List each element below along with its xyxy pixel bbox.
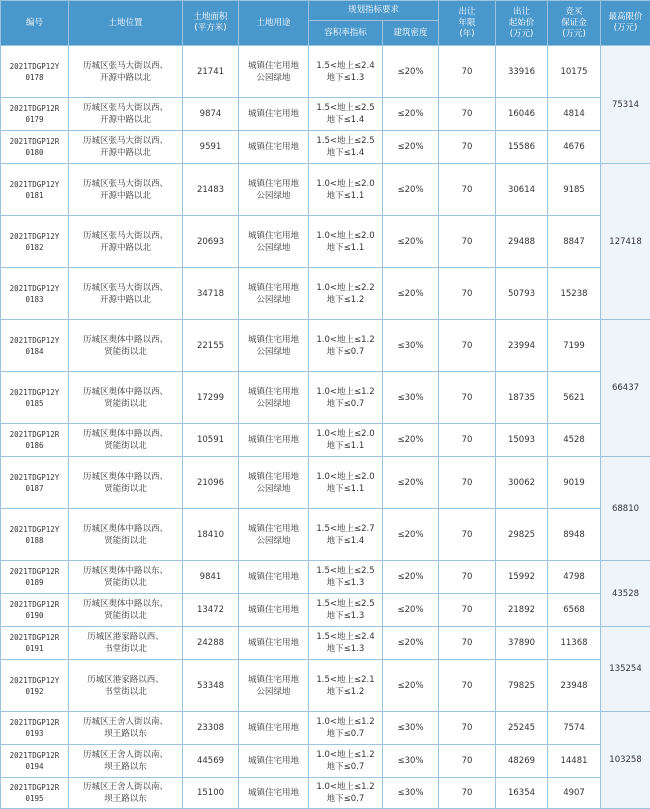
table-row xyxy=(1,320,650,372)
cell-deposit: 23948 xyxy=(548,660,601,712)
cell-location: 历城区王舍人街以南、 坝王路以东 xyxy=(69,778,183,809)
cell-max-price: 66437 xyxy=(601,320,650,457)
cell-deposit: 9185 xyxy=(548,164,601,216)
cell-far: 1.0<地上≤1.2 地下≤0.7 xyxy=(309,745,383,778)
cell-area: 18410 xyxy=(183,509,239,561)
table-row xyxy=(1,372,650,424)
cell-usage: 城镇住宅用地 公园绿地 xyxy=(239,660,309,712)
cell-deposit: 4798 xyxy=(548,561,601,594)
cell-max-price: 135254 xyxy=(601,627,650,712)
cell-location: 历城区奥体中路以西、 贤能街以北 xyxy=(69,457,183,509)
table-row xyxy=(1,216,650,268)
cell-usage: 城镇住宅用地 公园绿地 xyxy=(239,164,309,216)
header-far: 容积率指标 xyxy=(309,21,383,46)
cell-far: 1.0<地上≤2.0 地下≤1.1 xyxy=(309,216,383,268)
cell-location: 历城区港家路以西、 书堂街以北 xyxy=(69,660,183,712)
cell-usage: 城镇住宅用地 xyxy=(239,131,309,164)
cell-far: 1.5<地上≤2.4 地下≤1.3 xyxy=(309,46,383,98)
cell-density: ≤20% xyxy=(383,424,439,457)
cell-price: 79825 xyxy=(496,660,548,712)
header-term: 出让 年限 (年) xyxy=(439,1,496,46)
cell-id: 2021TDGP12Y 0187 xyxy=(1,457,69,509)
cell-term: 70 xyxy=(439,594,496,627)
cell-density: ≤20% xyxy=(383,660,439,712)
cell-max-price: 103258 xyxy=(601,712,650,809)
cell-area: 21096 xyxy=(183,457,239,509)
cell-far: 1.5<地上≤2.5 地下≤1.3 xyxy=(309,594,383,627)
cell-far: 1.5<地上≤2.4 地下≤1.3 xyxy=(309,627,383,660)
cell-far: 1.5<地上≤2.1 地下≤1.2 xyxy=(309,660,383,712)
cell-usage: 城镇住宅用地 xyxy=(239,561,309,594)
cell-usage: 城镇住宅用地 xyxy=(239,745,309,778)
cell-area: 53348 xyxy=(183,660,239,712)
table-row xyxy=(1,745,650,778)
cell-location: 历城区张马大街以西、 开源中路以北 xyxy=(69,268,183,320)
table-row xyxy=(1,457,650,509)
cell-max-price: 75314 xyxy=(601,46,650,164)
cell-price: 37890 xyxy=(496,627,548,660)
table-row xyxy=(1,660,650,712)
cell-price: 16354 xyxy=(496,778,548,809)
cell-term: 70 xyxy=(439,98,496,131)
cell-usage: 城镇住宅用地 xyxy=(239,424,309,457)
cell-id: 2021TDGP12Y 0188 xyxy=(1,509,69,561)
cell-location: 历城区奥体中路以西、 贤能街以北 xyxy=(69,372,183,424)
cell-usage: 城镇住宅用地 xyxy=(239,778,309,809)
cell-term: 70 xyxy=(439,372,496,424)
cell-usage: 城镇住宅用地 xyxy=(239,627,309,660)
cell-deposit: 7574 xyxy=(548,712,601,745)
cell-density: ≤20% xyxy=(383,46,439,98)
cell-term: 70 xyxy=(439,778,496,809)
cell-usage: 城镇住宅用地 xyxy=(239,98,309,131)
cell-location: 历城区奥体中路以西、 贤能街以北 xyxy=(69,424,183,457)
cell-usage: 城镇住宅用地 公园绿地 xyxy=(239,320,309,372)
cell-id: 2021TDGP12R 0180 xyxy=(1,131,69,164)
header-deposit: 竞买 保证金 (万元) xyxy=(548,1,601,46)
cell-area: 22155 xyxy=(183,320,239,372)
cell-deposit: 7199 xyxy=(548,320,601,372)
cell-deposit: 8948 xyxy=(548,509,601,561)
cell-deposit: 4814 xyxy=(548,98,601,131)
cell-term: 70 xyxy=(439,268,496,320)
cell-id: 2021TDGP12R 0191 xyxy=(1,627,69,660)
cell-id: 2021TDGP12R 0195 xyxy=(1,778,69,809)
cell-usage: 城镇住宅用地 xyxy=(239,712,309,745)
cell-area: 21483 xyxy=(183,164,239,216)
table-row xyxy=(1,268,650,320)
cell-price: 25245 xyxy=(496,712,548,745)
cell-location: 历城区张马大街以西、 开源中路以北 xyxy=(69,216,183,268)
cell-far: 1.0<地上≤1.2 地下≤0.7 xyxy=(309,778,383,809)
cell-far: 1.5<地上≤2.5 地下≤1.4 xyxy=(309,98,383,131)
cell-area: 10591 xyxy=(183,424,239,457)
cell-location: 历城区王舍人街以南、 坝王路以东 xyxy=(69,745,183,778)
table-row xyxy=(1,164,650,216)
cell-far: 1.0<地上≤2.0 地下≤1.1 xyxy=(309,457,383,509)
cell-deposit: 6568 xyxy=(548,594,601,627)
cell-density: ≤20% xyxy=(383,131,439,164)
cell-max-price: 43528 xyxy=(601,561,650,627)
cell-term: 70 xyxy=(439,561,496,594)
cell-location: 历城区张马大街以西、 开源中路以北 xyxy=(69,131,183,164)
cell-area: 9841 xyxy=(183,561,239,594)
cell-term: 70 xyxy=(439,216,496,268)
cell-max-price: 127418 xyxy=(601,164,650,320)
cell-deposit: 5621 xyxy=(548,372,601,424)
cell-price: 23994 xyxy=(496,320,548,372)
cell-area: 20693 xyxy=(183,216,239,268)
cell-area: 21741 xyxy=(183,46,239,98)
cell-location: 历城区奥体中路以西、 贤能街以北 xyxy=(69,320,183,372)
cell-far: 1.5<地上≤2.7 地下≤1.4 xyxy=(309,509,383,561)
table-row xyxy=(1,46,650,98)
cell-price: 29825 xyxy=(496,509,548,561)
cell-term: 70 xyxy=(439,457,496,509)
cell-price: 48269 xyxy=(496,745,548,778)
cell-deposit: 9019 xyxy=(548,457,601,509)
cell-deposit: 4528 xyxy=(548,424,601,457)
cell-term: 70 xyxy=(439,712,496,745)
cell-price: 15093 xyxy=(496,424,548,457)
cell-id: 2021TDGP12Y 0178 xyxy=(1,46,69,98)
cell-density: ≤20% xyxy=(383,98,439,131)
table-row xyxy=(1,131,650,164)
cell-term: 70 xyxy=(439,660,496,712)
header-plan: 规划指标要求 xyxy=(309,1,439,21)
header-price: 出让 起始价 (万元) xyxy=(496,1,548,46)
cell-location: 历城区张马大街以西、 开源中路以北 xyxy=(69,46,183,98)
cell-price: 30614 xyxy=(496,164,548,216)
cell-density: ≤30% xyxy=(383,372,439,424)
cell-term: 70 xyxy=(439,745,496,778)
table-row xyxy=(1,424,650,457)
cell-density: ≤20% xyxy=(383,164,439,216)
cell-area: 13472 xyxy=(183,594,239,627)
cell-id: 2021TDGP12R 0193 xyxy=(1,712,69,745)
cell-usage: 城镇住宅用地 公园绿地 xyxy=(239,509,309,561)
cell-location: 历城区奥体中路以东、 贤能街以北 xyxy=(69,561,183,594)
cell-price: 21892 xyxy=(496,594,548,627)
cell-id: 2021TDGP12R 0190 xyxy=(1,594,69,627)
cell-density: ≤20% xyxy=(383,561,439,594)
table-row xyxy=(1,561,650,594)
table-row xyxy=(1,712,650,745)
cell-density: ≤20% xyxy=(383,509,439,561)
cell-price: 15992 xyxy=(496,561,548,594)
header-usage: 土地用途 xyxy=(239,1,309,46)
cell-id: 2021TDGP12Y 0185 xyxy=(1,372,69,424)
cell-id: 2021TDGP12R 0186 xyxy=(1,424,69,457)
cell-location: 历城区奥体中路以西、 贤能街以北 xyxy=(69,509,183,561)
cell-term: 70 xyxy=(439,320,496,372)
header-maxprice: 最高限价 (万元) xyxy=(601,1,650,46)
cell-price: 18735 xyxy=(496,372,548,424)
cell-price: 33916 xyxy=(496,46,548,98)
cell-id: 2021TDGP12Y 0182 xyxy=(1,216,69,268)
cell-deposit: 14481 xyxy=(548,745,601,778)
cell-far: 1.0<地上≤1.2 地下≤0.7 xyxy=(309,320,383,372)
cell-usage: 城镇住宅用地 xyxy=(239,594,309,627)
cell-id: 2021TDGP12Y 0183 xyxy=(1,268,69,320)
cell-far: 1.5<地上≤2.5 地下≤1.3 xyxy=(309,561,383,594)
cell-far: 1.0<地上≤1.2 地下≤0.7 xyxy=(309,712,383,745)
cell-price: 29488 xyxy=(496,216,548,268)
cell-density: ≤30% xyxy=(383,778,439,809)
cell-deposit: 15238 xyxy=(548,268,601,320)
cell-deposit: 11368 xyxy=(548,627,601,660)
cell-area: 24288 xyxy=(183,627,239,660)
cell-term: 70 xyxy=(439,46,496,98)
cell-usage: 城镇住宅用地 公园绿地 xyxy=(239,46,309,98)
cell-usage: 城镇住宅用地 公园绿地 xyxy=(239,216,309,268)
cell-term: 70 xyxy=(439,164,496,216)
cell-id: 2021TDGP12R 0194 xyxy=(1,745,69,778)
cell-id: 2021TDGP12R 0179 xyxy=(1,98,69,131)
cell-density: ≤20% xyxy=(383,216,439,268)
cell-price: 15586 xyxy=(496,131,548,164)
cell-far: 1.0<地上≤2.0 地下≤1.1 xyxy=(309,424,383,457)
cell-location: 历城区王舍人街以南、 坝王路以东 xyxy=(69,712,183,745)
cell-far: 1.5<地上≤2.5 地下≤1.4 xyxy=(309,131,383,164)
cell-area: 34718 xyxy=(183,268,239,320)
cell-deposit: 4907 xyxy=(548,778,601,809)
cell-usage: 城镇住宅用地 公园绿地 xyxy=(239,457,309,509)
cell-far: 1.0<地上≤2.0 地下≤1.1 xyxy=(309,164,383,216)
cell-density: ≤30% xyxy=(383,320,439,372)
cell-location: 历城区张马大街以西、 开源中路以北 xyxy=(69,98,183,131)
cell-location: 历城区港家路以西、 书堂街以北 xyxy=(69,627,183,660)
header-location: 土地位置 xyxy=(69,1,183,46)
cell-density: ≤20% xyxy=(383,627,439,660)
table-row xyxy=(1,509,650,561)
table-row xyxy=(1,98,650,131)
cell-density: ≤30% xyxy=(383,712,439,745)
cell-usage: 城镇住宅用地 公园绿地 xyxy=(239,372,309,424)
cell-area: 17299 xyxy=(183,372,239,424)
cell-density: ≤30% xyxy=(383,745,439,778)
cell-term: 70 xyxy=(439,131,496,164)
cell-deposit: 10175 xyxy=(548,46,601,98)
table-row xyxy=(1,627,650,660)
header-area: 土地面积 (平方米) xyxy=(183,1,239,46)
cell-id: 2021TDGP12Y 0184 xyxy=(1,320,69,372)
cell-deposit: 4676 xyxy=(548,131,601,164)
cell-id: 2021TDGP12Y 0181 xyxy=(1,164,69,216)
cell-area: 9874 xyxy=(183,98,239,131)
cell-density: ≤20% xyxy=(383,594,439,627)
cell-area: 15100 xyxy=(183,778,239,809)
cell-density: ≤20% xyxy=(383,268,439,320)
cell-term: 70 xyxy=(439,424,496,457)
cell-max-price: 68810 xyxy=(601,457,650,561)
cell-far: 1.0<地上≤2.2 地下≤1.2 xyxy=(309,268,383,320)
cell-area: 44569 xyxy=(183,745,239,778)
cell-term: 70 xyxy=(439,627,496,660)
cell-location: 历城区张马大街以西、 开源中路以北 xyxy=(69,164,183,216)
cell-usage: 城镇住宅用地 公园绿地 xyxy=(239,268,309,320)
cell-term: 70 xyxy=(439,509,496,561)
cell-location: 历城区奥体中路以东、 贤能街以北 xyxy=(69,594,183,627)
cell-price: 30062 xyxy=(496,457,548,509)
cell-area: 9591 xyxy=(183,131,239,164)
cell-price: 16046 xyxy=(496,98,548,131)
cell-price: 50793 xyxy=(496,268,548,320)
table-row xyxy=(1,594,650,627)
cell-id: 2021TDGP12R 0189 xyxy=(1,561,69,594)
cell-deposit: 8847 xyxy=(548,216,601,268)
header-density: 建筑密度 xyxy=(383,21,439,46)
cell-density: ≤20% xyxy=(383,457,439,509)
cell-id: 2021TDGP12Y 0192 xyxy=(1,660,69,712)
cell-far: 1.0<地上≤1.2 地下≤0.7 xyxy=(309,372,383,424)
header-id: 编号 xyxy=(1,1,69,46)
cell-area: 23308 xyxy=(183,712,239,745)
